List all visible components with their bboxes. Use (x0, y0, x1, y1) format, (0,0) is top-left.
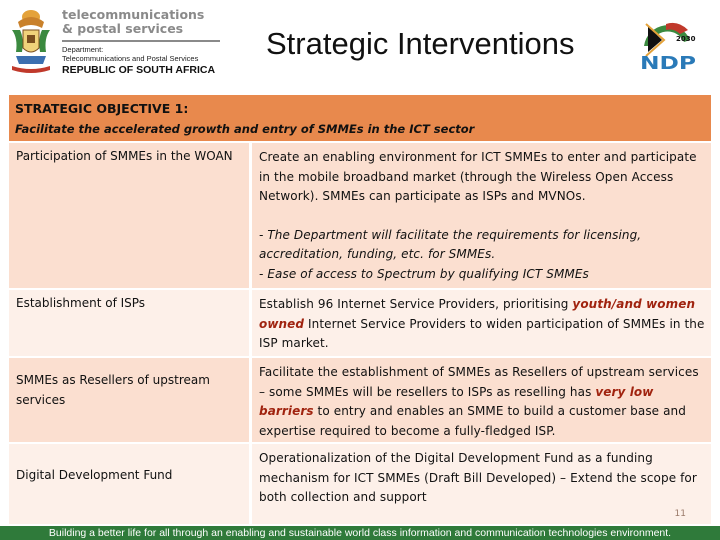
row-label-cell (9, 444, 249, 524)
logo-department-label: Department: (62, 45, 104, 54)
row-label-cell (9, 358, 249, 442)
row-detail-cell (252, 143, 711, 288)
row-detail-cell (252, 290, 711, 356)
detail-bullet: - Ease of access to Spectrum by qualifying ICT SMMEs (259, 266, 589, 281)
row-label: Digital Development Fund (16, 468, 173, 482)
logo-divider (62, 40, 220, 42)
detail-text: Establish 96 Internet Service Providers, prioritising (259, 297, 573, 311)
logo-line-2: & postal services (62, 21, 184, 36)
row-detail-cell (252, 444, 711, 524)
detail-text: to entry and enables an SMME to build a customer base and expertise required to become a fully-fledged ISP. (259, 404, 686, 438)
detail-emphasis: youth/and women owned (259, 297, 696, 331)
row-label-cell (9, 143, 249, 288)
table-row (9, 290, 711, 356)
table-row (9, 358, 711, 442)
row-label: Participation of SMMEs in the WOAN (16, 149, 233, 163)
detail-text: Facilitate the establishment of SMMEs as Resellers of upstream services – some SMMEs will be resellers to ISPs as reselling has (259, 365, 699, 399)
logo-country: REPUBLIC OF SOUTH AFRICA (62, 64, 216, 76)
strategic-objective-banner (9, 95, 711, 141)
table-row (9, 444, 711, 524)
coat-of-arms-icon (6, 8, 56, 74)
ndp-year: 2030 (676, 35, 696, 43)
department-logo (62, 8, 232, 76)
detail-text: Internet Service Providers to widen participation of SMMEs in the ISP market. (259, 316, 705, 350)
detail-paragraph: Create an enabling environment for ICT SMMEs to enter and participate in the mobile broadband market (through the Wireless Open Access Network). SMMEs can participate as ISPs and MVNOs. (259, 150, 697, 203)
row-label-cell (9, 290, 249, 356)
objective-subheading: Facilitate the accelerated growth and entry of SMMEs in the ICT sector (15, 122, 475, 136)
detail-emphasis: very low barriers (259, 384, 654, 418)
footer-tagline: Building a better life for all through an enabling and sustainable world class information and communication technologies environment. (0, 526, 720, 540)
page-number: 11 (674, 509, 686, 519)
detail-bullet: - The Department will facilitate the requirements for licensing, accreditation, funding, etc. for SMMEs. (259, 227, 642, 261)
table-row (9, 143, 711, 288)
ndp-text: NDP (640, 53, 696, 72)
slide-header (0, 0, 720, 92)
ndp-2030-logo-icon (636, 16, 698, 72)
objective-heading: STRATEGIC OBJECTIVE 1: (15, 101, 189, 116)
row-detail: Operationalization of the Digital Development Fund as a funding mechanism for ICT SMMEs (Draft Bill Developed) – Extend the scope for both collection and support (259, 451, 697, 504)
row-detail (259, 148, 707, 284)
row-label: Establishment of ISPs (16, 296, 146, 310)
page-title: Strategic Interventions (266, 26, 575, 61)
logo-department-name: Telecommunications and Postal Services (62, 54, 199, 63)
row-detail-cell (252, 358, 711, 442)
row-label: SMMEs as Resellers of upstream services (16, 373, 210, 407)
row-detail (259, 295, 707, 354)
logo-line-1: telecommunications (62, 7, 205, 22)
row-detail (259, 363, 707, 441)
